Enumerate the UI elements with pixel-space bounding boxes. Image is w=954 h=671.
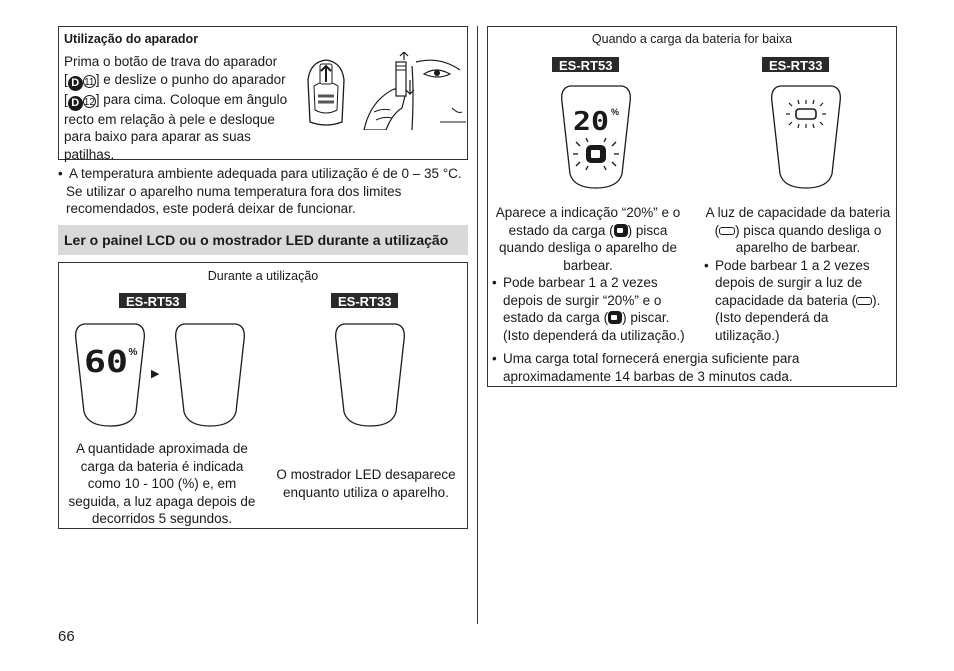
rt53-low-text: ) piscar. <box>622 310 670 325</box>
lcd-value-60: 60 <box>84 345 128 380</box>
column-divider <box>477 26 478 624</box>
battery-icon <box>856 297 872 305</box>
trimmer-line-3-text: para cima. Coloque em ângulo <box>103 91 288 107</box>
model-badge-rt33: ES-RT33 <box>331 293 398 308</box>
battery-icon <box>796 109 816 119</box>
rt53-caption-line: como 10 - 100 (%) e, em <box>87 476 237 491</box>
rt33-low-line: A luz de capacidade da bateria <box>705 205 891 220</box>
part-number: 11 <box>84 76 95 88</box>
rt53-low-bullet-line: (Isto dependerá da utilização.) <box>503 327 685 343</box>
full-charge-line-1: • Uma carga total fornecerá energia suficiente para <box>492 350 892 368</box>
section-title: Ler o painel LCD ou o mostrador LED durante a utilização <box>58 225 468 255</box>
trimmer-text <box>64 53 304 163</box>
rt53-low-bullet-line <box>490 309 686 327</box>
model-badge-rt53: ES-RT53 <box>552 57 619 72</box>
trimmer-line-2: [ D 11] e deslize o punho do aparador <box>64 71 286 89</box>
led-display-off <box>330 320 410 430</box>
lcd-unit-20: % <box>610 107 620 117</box>
model-badge-rt53: ES-RT53 <box>119 293 186 308</box>
rt33-low-bullet: • Pode barbear 1 a 2 vezes <box>704 257 896 275</box>
rt33-caption-line: O mostrador LED desaparece <box>276 467 456 482</box>
lcd-value-20: 20 <box>573 107 609 137</box>
rt53-low-text: ) pisca <box>627 222 668 238</box>
rt53-caption-line: decorridos 5 segundos. <box>91 511 233 526</box>
charge-status-icon <box>614 224 628 237</box>
during-use-header: Durante a utilização <box>207 269 319 283</box>
rt53-caption-line: seguida, a luz apaga depois de <box>68 493 256 509</box>
led-display-battery <box>766 82 846 192</box>
lcd-display-60 <box>70 320 150 430</box>
rt53-caption-line: carga da bateria é indicada <box>80 458 244 474</box>
rt53-low-text: estado da carga ( <box>508 222 614 238</box>
lcd-display-20 <box>556 82 636 192</box>
rt33-caption-line: enquanto utiliza o aparelho. <box>283 484 449 500</box>
rt33-low-text: ( <box>714 222 720 238</box>
rt33-low-caption <box>700 204 896 344</box>
rt33-during-caption <box>268 466 464 501</box>
part-number: 12 <box>83 96 95 108</box>
rt33-low-line <box>700 222 896 240</box>
charge-status-icon <box>608 311 622 324</box>
rt33-low-text: capacidade da bateria ( <box>715 292 857 308</box>
trimmer-title: Utilização do aparador <box>64 32 199 46</box>
temperature-note <box>58 165 468 218</box>
rt53-low-bullet: • Pode barbear 1 a 2 vezes <box>492 274 686 292</box>
lcd-unit-60: % <box>128 347 138 358</box>
rt53-low-caption <box>490 204 686 344</box>
part-d-icon: D <box>68 96 83 111</box>
full-charge-note <box>492 350 892 385</box>
part-d-icon: D <box>68 76 83 91</box>
full-charge-line-2: aproximadamente 14 barbas de 3 minutos cada. <box>503 368 793 384</box>
temperature-line-3: recomendados, este poderá deixar de funcionar. <box>66 201 356 216</box>
rt33-low-bullet-line <box>700 292 896 310</box>
arrow-right-icon: ▶ <box>151 368 160 380</box>
trimmer-line-5: para baixo para aparar as suas <box>64 129 251 144</box>
rt53-during-caption <box>62 440 262 528</box>
battery-icon <box>719 227 735 235</box>
temperature-line-1: • A temperatura ambiente adequada para utilização é de 0 – 35 °C. <box>58 165 468 183</box>
trimmer-line-1: Prima o botão de trava do aparador <box>64 54 278 69</box>
rt33-low-line: aparelho de barbear. <box>735 240 861 255</box>
low-battery-header: Quando a carga da bateria for baixa <box>591 32 793 46</box>
rt33-low-bullet-line: (Isto dependerá da utilização.) <box>715 310 829 343</box>
model-badge-rt33: ES-RT33 <box>762 57 829 72</box>
rt53-low-text: estado da carga ( <box>503 310 609 325</box>
rt53-low-line: quando desliga o aparelho de <box>499 240 677 255</box>
rt53-caption-line: A quantidade aproximada de <box>76 441 248 456</box>
page-number: 66 <box>58 628 75 645</box>
rt53-low-line: barbear. <box>563 257 613 273</box>
rt33-low-bullet-line: depois de surgir a luz de <box>715 275 863 290</box>
trimmer-line-3: [ D 12] para cima. Coloque em ângulo <box>64 91 288 109</box>
rt33-low-text: ). <box>872 292 881 308</box>
trimmer-line-2-text: e deslize o punho do aparador <box>103 71 286 87</box>
rt53-low-line <box>490 222 686 240</box>
rt53-low-bullet-line: depois de surgir “20%” e o <box>503 292 662 308</box>
trimmer-line-6: patilhas. <box>64 146 115 162</box>
lcd-display-off <box>170 320 250 430</box>
rt33-low-text: ) pisca quando desliga o <box>735 222 882 238</box>
trimmer-illustration <box>300 52 468 130</box>
trimmer-line-4: recto em relação à pele e desloque <box>64 111 275 127</box>
rt53-low-line: Aparece a indicação “20%” e o <box>495 205 681 220</box>
temperature-line-2: Se utilizar o aparelho numa temperatura fora dos limites <box>66 183 402 199</box>
